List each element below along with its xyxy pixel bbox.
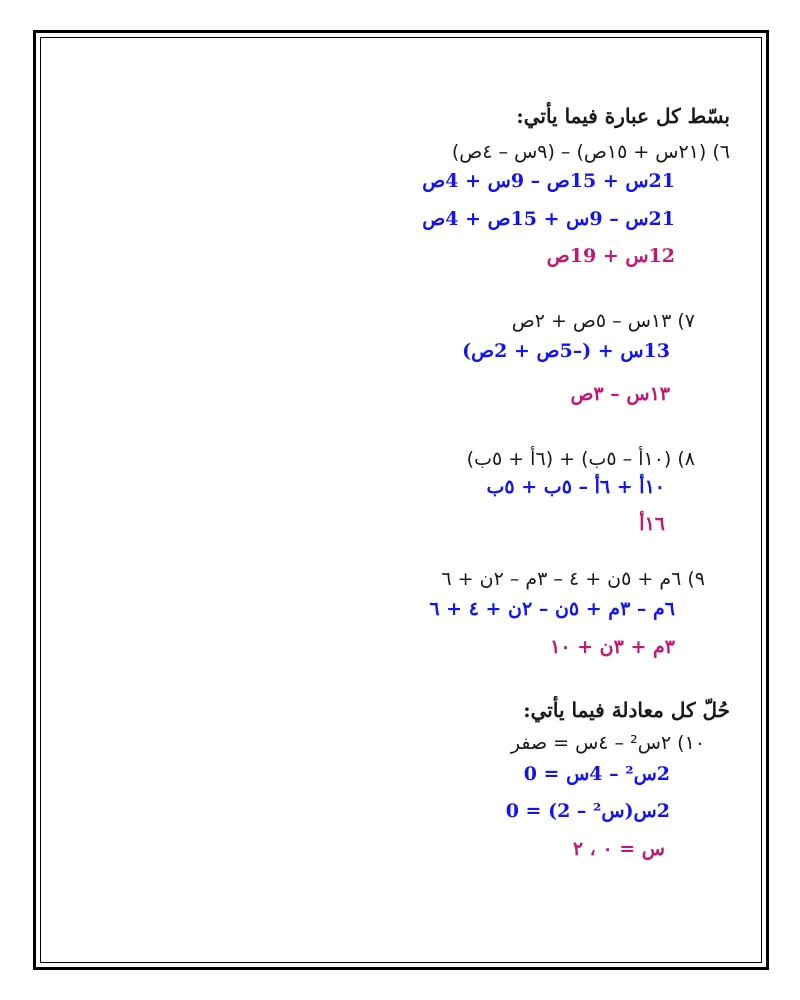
q9-answer: ٣م + ٣ن + ١٠ (550, 636, 675, 658)
q10-question: ١٠) ٢س² – ٤س = صفر (510, 732, 705, 754)
q7-question: ٧) ١٣س – ٥ص + ٢ص (511, 310, 695, 332)
q10-step-1: 2س² – 4س = 0 (523, 763, 670, 785)
q6-answer: 12س + 19ص (546, 245, 675, 267)
q8-step-1: ١٠أ + ٦أ – ٥ب + ٥ب (486, 476, 665, 498)
q9-step-1: ٦م – ٣م + ٥ن – ٢ن + ٤ + ٦ (429, 598, 675, 620)
q8-answer: ١٦أ (639, 513, 665, 535)
q8-question: ٨) (١٠أ – ٥ب) + (٦أ + ٥ب) (466, 448, 695, 470)
solve-heading: حُلّ كل معادلة فيما يأتي: (523, 698, 730, 722)
q9-question: ٩) ٦م + ٥ن + ٤ – ٣م – ٢ن + ٦ (441, 568, 705, 590)
q6-step-2: 21س – 9س + 15ص + 4ص (422, 208, 675, 230)
q7-step-1: 13س + (–5ص + 2ص) (462, 340, 670, 362)
simplify-heading: بسّط كل عبارة فيما يأتي: (516, 104, 730, 128)
q6-question: ٦) (٢١س + ١٥ص) – (٩س – ٤ص) (451, 141, 730, 163)
q10-step-2: 2س(س² – 2) = 0 (505, 800, 670, 822)
q7-answer: ١٣س – ٣ص (570, 383, 670, 405)
q6-step-1: 21س + 15ص – 9س + 4ص (422, 170, 675, 192)
q10-answer: س = ٠ ، ٢ (572, 838, 665, 860)
